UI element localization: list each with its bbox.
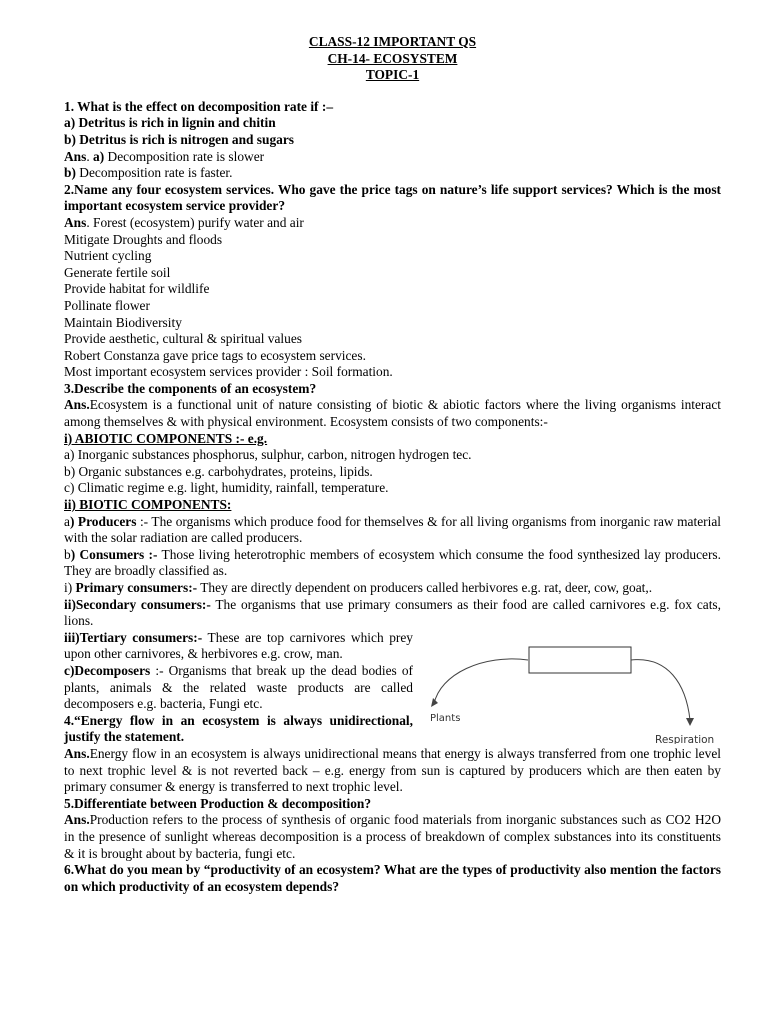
abiotic-heading: i) ABIOTIC COMPONENTS :- e.g. <box>64 430 268 446</box>
title-line-1: CLASS-12 IMPORTANT QS <box>308 34 477 49</box>
diagram-box <box>529 647 631 673</box>
q1-answer-b: b) Decomposition rate is faster. <box>64 165 233 181</box>
list-item: b) Organic substances e.g. carbohydrates, proteins, lipids. <box>64 463 373 479</box>
decomposers-para: c)Decomposers :- Organisms that break up the dead bodies of plants, animals & the related waste products are called decomposers e.g. bacteria, Fungi etc. <box>64 662 413 712</box>
q4-answer: Ans.Energy flow in an ecosystem is always unidirectional means that energy is always transferred from one trophic level to next trophic level & is not reverted back – e.g. energy from sun is captured by producers which are then eaten by primary consumer & energy is transferred to next trophic level. <box>64 745 721 795</box>
arrowhead-respiration <box>686 718 694 726</box>
secondary-consumers-para: ii)Secondary consumers:- The organisms that use primary consumers as their food are called carnivores e.g. fox cats, lions. <box>64 596 721 629</box>
list-item: Generate fertile soil <box>64 264 171 280</box>
primary-consumers-para: i) Primary consumers:- They are directly dependent on producers called herbivores e.g. rat, deer, cow, goat,. <box>64 580 653 595</box>
q3-question: 3.Describe the components of an ecosystem? <box>64 380 317 396</box>
arrowhead-plants <box>431 698 438 707</box>
q5-answer: Ans.Production refers to the process of synthesis of organic food materials from inorganic substances such as CO2 H2O in the presence of sunlight whereas decomposition is a process of breakdown of complex substances into its constituents & it is brought about by bacteria, fungi etc. <box>64 812 721 861</box>
q1-option-a: a) Detritus is rich in lignin and chitin <box>64 115 276 131</box>
list-item: Most important ecosystem services provider : Soil formation. <box>64 364 393 380</box>
q3-answer: Ans.Ecosystem is a functional unit of nature consisting of biotic & abiotic factors where the living organisms interact among themselves & with physical environment. Ecosystem consists of two components:- <box>64 397 721 430</box>
list-item: Pollinate flower <box>64 297 150 313</box>
arc-to-plants <box>434 659 528 704</box>
q2-question: 2.Name any four ecosystem services. Who gave the price tags on nature’s life support services? Which is the most important ecosystem service provider? <box>64 181 721 214</box>
tertiary-consumers-para: iii)Tertiary consumers:- These are top carnivores which prey upon other carnivores, & herbivores e.g. crow, man. <box>64 629 413 662</box>
producers-para: a) Producers :- The organisms which produce food for themselves & for all living organisms from inorganic raw material with the solar radiation are called producers. <box>64 513 721 546</box>
list-item: Mitigate Droughts and floods <box>64 231 223 247</box>
label-respiration: Respiration <box>655 733 715 744</box>
document-page <box>64 34 721 895</box>
list-item: a) Inorganic substances phosphorus, sulphur, carbon, nitrogen hydrogen tec. <box>64 447 472 463</box>
q1-answer-a: Ans. a) Decomposition rate is slower <box>64 148 265 164</box>
list-item: c) Climatic regime e.g. light, humidity, rainfall, temperature. <box>64 480 389 496</box>
q4-question: 4.“Energy flow in an ecosystem is always unidirectional, justify the statement. <box>64 712 413 745</box>
q6-question: 6.What do you mean by “productivity of an ecosystem? What are the types of productivity also mention the factors on which productivity of an ecosystem depends? <box>64 862 721 894</box>
title-line-3: TOPIC-1 <box>365 67 420 83</box>
tertiary-section <box>64 630 721 746</box>
q5-question: 5.Differentiate between Production & decomposition? <box>64 795 372 811</box>
q2-answer-list <box>64 215 721 381</box>
list-item: Nutrient cycling <box>64 248 152 264</box>
biotic-heading: ii) BIOTIC COMPONENTS: <box>64 497 232 513</box>
list-item: Maintain Biodiversity <box>64 314 182 330</box>
consumers-para: b) Consumers :- Those living heterotrophic members of ecosystem which consume the food synthesized lay producers. They are broadly classified as. <box>64 546 721 579</box>
list-item: Provide aesthetic, cultural & spiritual values <box>64 331 302 347</box>
list-item: Robert Constanza gave price tags to ecosystem services. <box>64 347 366 363</box>
title-line-2: CH-14- ECOSYSTEM <box>327 50 458 66</box>
energy-flow-diagram <box>428 634 738 744</box>
q1-question: 1. What is the effect on decomposition rate if :– <box>64 98 334 114</box>
list-item: Ans. Forest (ecosystem) purify water and air <box>64 214 304 230</box>
q1-option-b: b) Detritus is rich is nitrogen and sugars <box>64 131 295 147</box>
arc-to-respiration <box>631 659 690 719</box>
list-item: Provide habitat for wildlife <box>64 281 210 297</box>
label-plants: Plants <box>430 712 461 724</box>
